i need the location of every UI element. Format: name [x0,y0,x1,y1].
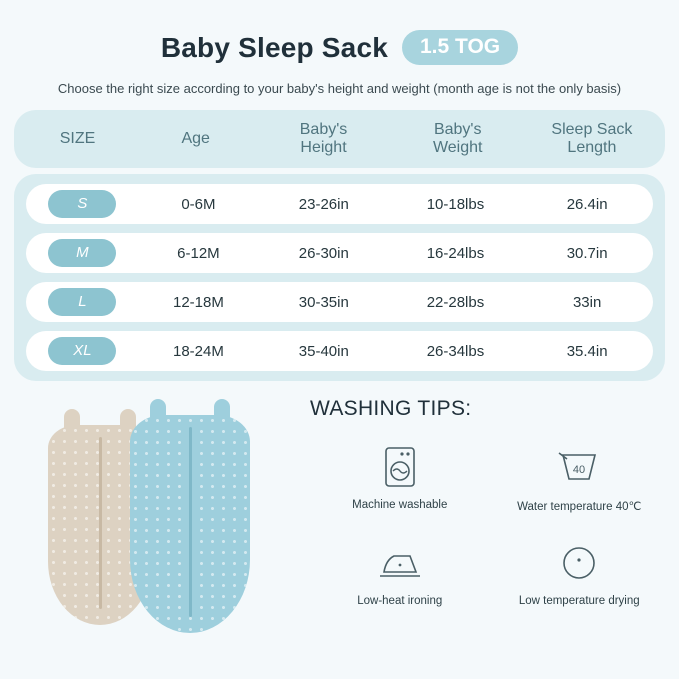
cell-length: 33in [572,293,602,311]
table-body [14,174,665,381]
subtitle: Choose the right size according to your baby's height and weight (month age is not the only basis) [57,81,622,96]
svg-text:40: 40 [573,464,586,476]
table-row [26,184,653,224]
column-header-size: SIZE [59,129,96,147]
cell-age: 0-6M [181,195,216,213]
product-photo [38,407,288,657]
tip-machine-washable [310,443,490,513]
cell-age: 6-12M [177,244,220,262]
table-header-row [14,110,665,168]
table-row [26,282,653,322]
cell-height: 35-40in [298,342,349,360]
cell-size [26,288,139,316]
cell-length: 35.4in [566,342,608,360]
tip-label: Water temperature 40℃ [517,501,642,513]
cell-height: 26-30in [298,244,349,262]
water-temperature-icon [490,443,670,491]
cell-age: 18-24M [172,342,224,360]
tip-label: Low-heat ironing [357,595,443,607]
page-title: Baby Sleep Sack [160,31,388,63]
table-row [26,233,653,273]
size-badge: M [48,239,116,267]
cell-length: 30.7in [566,244,608,262]
low-heat-iron-icon [310,539,490,587]
size-badge: L [48,288,116,316]
size-chart [14,110,665,381]
zipper [99,437,102,609]
cell-size [26,190,139,218]
tip-water-temperature [490,443,670,513]
tip-low-temperature-drying [490,539,670,607]
cell-age: 12-18M [172,293,224,311]
tips-grid [310,443,669,633]
cell-weight: 22-28lbs [426,293,485,311]
washing-machine-icon [310,443,490,491]
tip-label: Low temperature drying [518,595,640,607]
washing-tips [310,397,669,633]
cell-weight: 16-24lbs [426,244,485,262]
size-badge: XL [48,337,116,365]
cell-weight: 26-34lbs [426,342,485,360]
column-header-weight: Baby's Weight [432,120,483,156]
tog-badge: 1.5 TOG [402,30,518,65]
column-header-height: Baby's Height [299,120,348,156]
table-row [26,331,653,371]
low-temperature-drying-icon [490,539,670,587]
size-badge: S [48,190,116,218]
blue-sleep-sack [130,415,250,633]
tip-low-heat-ironing [310,539,490,607]
header [0,0,679,65]
column-header-length: Sleep Sack Length [551,120,633,156]
cell-weight: 10-18lbs [426,195,485,213]
cell-size [26,239,139,267]
cell-length: 26.4in [566,195,608,213]
bottom-section [0,397,679,677]
cell-size [26,337,139,365]
column-header-age: Age [181,129,210,147]
tip-label: Machine washable [352,499,448,511]
zipper [189,427,192,617]
cell-height: 23-26in [298,195,349,213]
cell-height: 30-35in [298,293,349,311]
washing-tips-title: WASHING TIPS: [310,397,472,420]
